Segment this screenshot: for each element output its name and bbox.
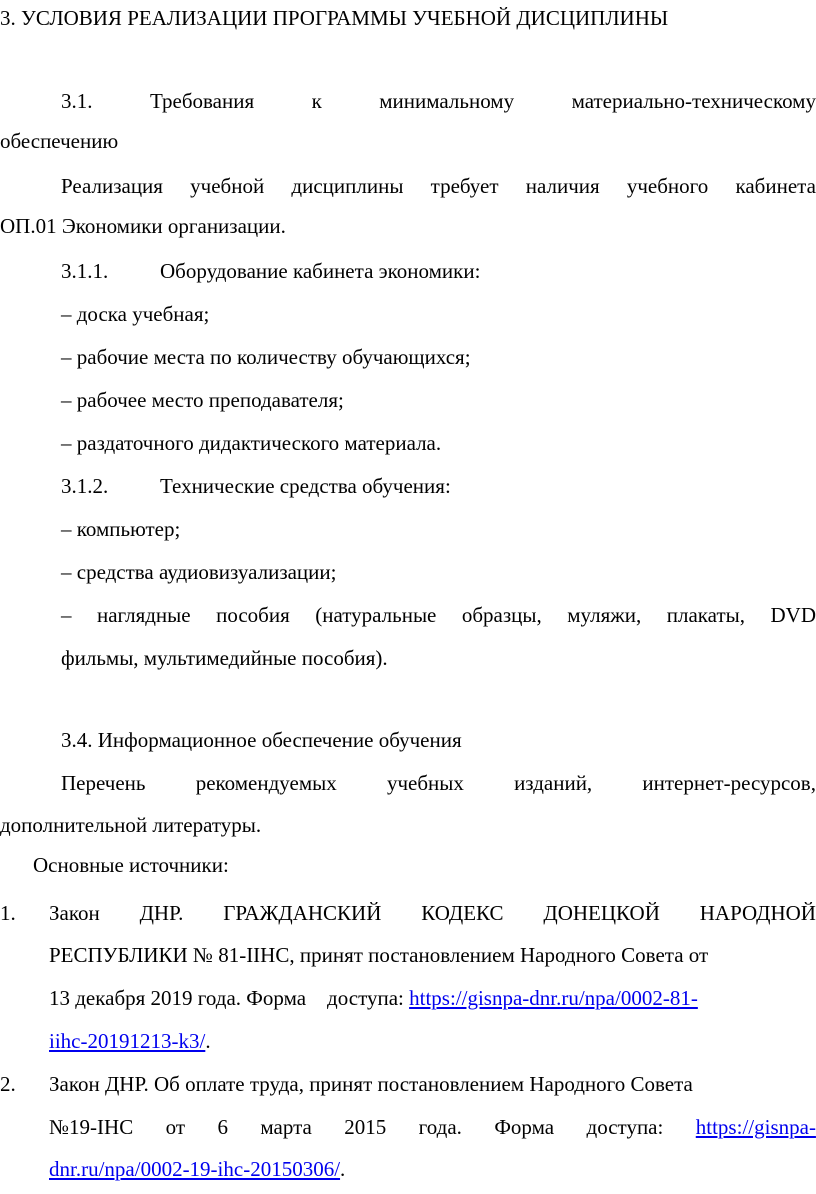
list-item: – раздаточного дидактического материала. [61,431,442,455]
source-1-line3: 13 декабря 2019 года. Форма доступа: https://gisnpa-dnr.ru/npa/0002-81- [49,986,698,1010]
section-3-1-1-num: 3.1.1. [61,259,109,283]
list-item: – доска учебная; [61,302,210,326]
source-1-line4: iihc-20191213-k3/. [49,1029,211,1053]
list-item: – наглядные пособия (натуральные образцы, муляжи, плакаты, DVD [61,603,816,627]
source-2-link-continuation[interactable]: dnr.ru/npa/0002-19-ihc-20150306/ [49,1157,341,1181]
section-3-4-paragraph-line2: дополнительной литературы. [0,813,262,837]
section-3-1-1-title: Оборудование кабинета экономики: [160,259,481,283]
source-1-line1: Закон ДНР. ГРАЖДАНСКИЙ КОДЕКС ДОНЕЦКОЙ НАРОДНОЙ [49,901,816,925]
section-3-1-2-num: 3.1.2. [61,474,109,498]
source-2-line3: dnr.ru/npa/0002-19-ihc-20150306/. [49,1157,346,1181]
source-1-link-continuation[interactable]: iihc-20191213-k3/ [49,1029,206,1053]
source-2-link[interactable]: https://gisnpa- [695,1115,816,1139]
source-2-line1: Закон ДНР. Об оплате труда, принят постановлением Народного Совета [49,1072,693,1096]
sources-label: Основные источники: [33,853,229,877]
list-item: – средства аудиовизуализации; [61,560,337,584]
source-1-line2: РЕСПУБЛИКИ № 81-IIНС, принят постановлением Народного Совета от [49,943,709,967]
list-item: – рабочие места по количеству обучающихся; [61,345,471,369]
section-3-4-paragraph: Перечень рекомендуемых учебных изданий, интернет-ресурсов, [61,771,816,795]
section-heading: 3. УСЛОВИЯ РЕАЛИЗАЦИИ ПРОГРАММЫ УЧЕБНОЙ ДИСЦИПЛИНЫ [0,6,669,30]
section-3-1-title-line2: обеспечению [0,129,119,153]
source-2-line2: №19-IНС от 6 марта 2015 года. Форма доступа: https://gisnpa- [49,1115,816,1139]
list-item: – рабочее место преподавателя; [61,388,344,412]
section-3-1-2-title: Технические средства обучения: [160,474,451,498]
source-number: 2. [0,1072,16,1096]
section-3-1-paragraph-line2: ОП.01 Экономики организации. [0,214,286,238]
source-number: 1. [0,901,16,925]
source-1-link[interactable]: https://gisnpa-dnr.ru/npa/0002-81- [409,986,698,1010]
section-3-1-paragraph: Реализация учебной дисциплины требует наличия учебного кабинета [61,174,816,198]
section-3-4-title: 3.4. Информационное обеспечение обучения [61,728,462,752]
list-item-continuation: фильмы, мультимедийные пособия). [61,646,388,670]
list-item: – компьютер; [61,517,181,541]
section-3-1-title-line: 3.1. Требования к минимальному материально-техническому [61,89,816,113]
